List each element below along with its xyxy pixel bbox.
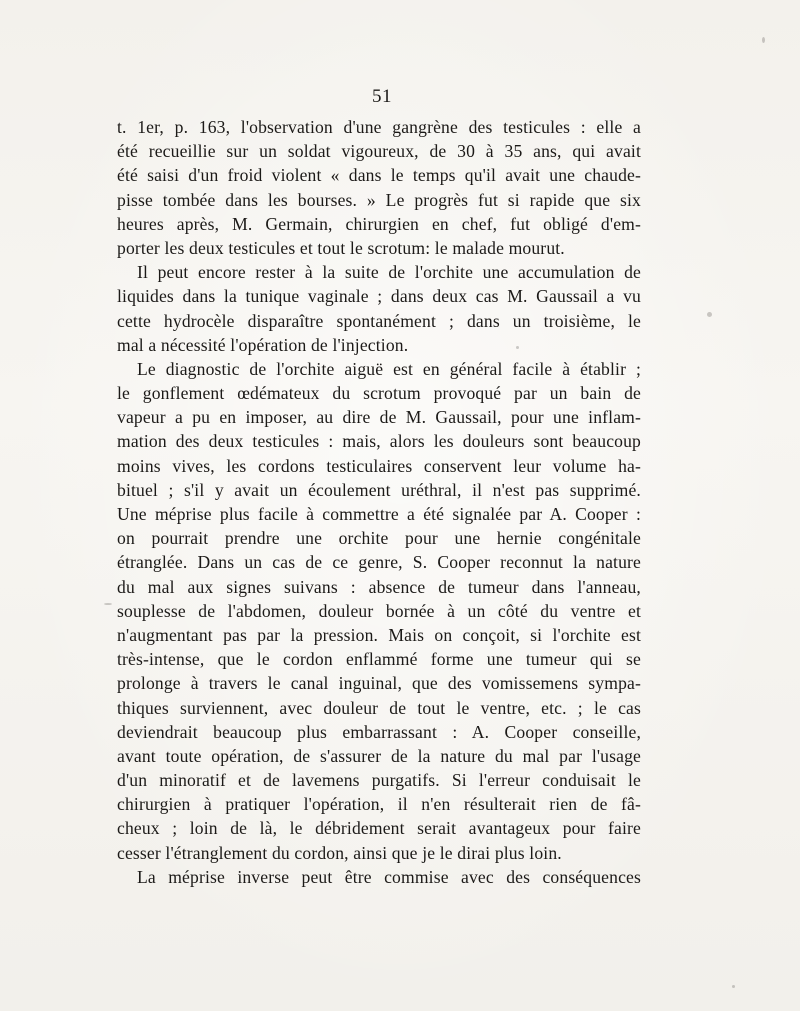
text-line: étranglée. Dans un cas de ce genre, S. Cooper reconnut la nature [117,552,641,573]
text-line: t. 1er, p. 163, l'observation d'une gangrène des testicules : elle a [117,117,641,137]
text-line: souplesse de l'abdomen, douleur bornée à un côté du ventre et [117,600,641,621]
text-line: pisse tombée dans les bourses. » Le progrès fut si rapide que six [117,189,641,210]
paper-speck [104,603,112,605]
text-line: été saisi d'un froid violent « dans le temps qu'il avait une chaude- [117,165,641,186]
text-line: du mal aux signes suivans : absence de tumeur dans l'anneau, [117,576,641,597]
text-line: prolonge à travers le canal inguinal, que des vomissemens sympa- [117,673,641,694]
body-text [117,115,641,889]
text-line: mation des deux testicules : mais, alors les douleurs sont beaucoup [117,431,641,452]
text-line: cheux ; loin de là, le débridement serait avantageux pour faire [117,818,641,839]
text-line: La méprise inverse peut être commise avec des conséquences [137,866,641,887]
text-line: été recueillie sur un soldat vigoureux, de 30 à 35 ans, qui avait [117,141,641,162]
text-line: d'un minoratif et de lavemens purgatifs. Si l'erreur conduisait le [117,770,641,791]
text-line: vapeur a pu en imposer, au dire de M. Gaussail, pour une inflam- [117,407,641,428]
text-line: cette hydrocèle disparaître spontanément ; dans un troisième, le [117,310,641,331]
paper-speck [762,37,765,43]
text-line: Le diagnostic de l'orchite aiguë est en général facile à établir ; [137,358,641,379]
text-line: moins vives, les cordons testiculaires conservent leur volume ha- [117,455,641,476]
text-line: Il peut encore rester à la suite de l'orchite une accumulation de [137,262,641,283]
text-line: n'augmentant pas par la pression. Mais on conçoit, si l'orchite est [117,624,641,645]
text-line: porter les deux testicules et tout le scrotum: le malade mourut. [117,237,565,258]
text-line: on pourrait prendre une orchite pour une hernie congénitale [117,528,641,549]
page-number: 51 [372,86,392,107]
text-line: avant toute opération, de s'assurer de la nature du mal par l'usage [117,745,641,766]
text-line: mal a nécessité l'opération de l'injection. [117,334,409,355]
paper-speck [707,312,712,317]
paper-speck [516,346,519,349]
text-line: cesser l'étranglement du cordon, ainsi que je le dirai plus loin. [117,842,562,863]
text-line: liquides dans la tunique vaginale ; dans deux cas M. Gaussail a vu [117,286,641,307]
text-line: bituel ; s'il y avait un écoulement uréthral, il n'est pas supprimé. [117,479,641,500]
text-line: chirurgien à pratiquer l'opération, il n'en résulterait rien de fâ- [117,794,641,815]
text-line: deviendrait beaucoup plus embarrassant : A. Cooper conseille, [117,721,641,742]
text-line: le gonflement œdémateux du scrotum provoqué par un bain de [117,383,641,404]
text-line: Une méprise plus facile à commettre a été signalée par A. Cooper : [117,504,641,524]
text-line: très-intense, que le cordon enflammé forme une tumeur qui se [117,649,641,670]
paper-speck [732,985,735,988]
text-line: heures après, M. Germain, chirurgien en chef, fut obligé d'em- [117,213,641,234]
text-line: thiques surviennent, avec douleur de tout le ventre, etc. ; le cas [117,697,641,718]
